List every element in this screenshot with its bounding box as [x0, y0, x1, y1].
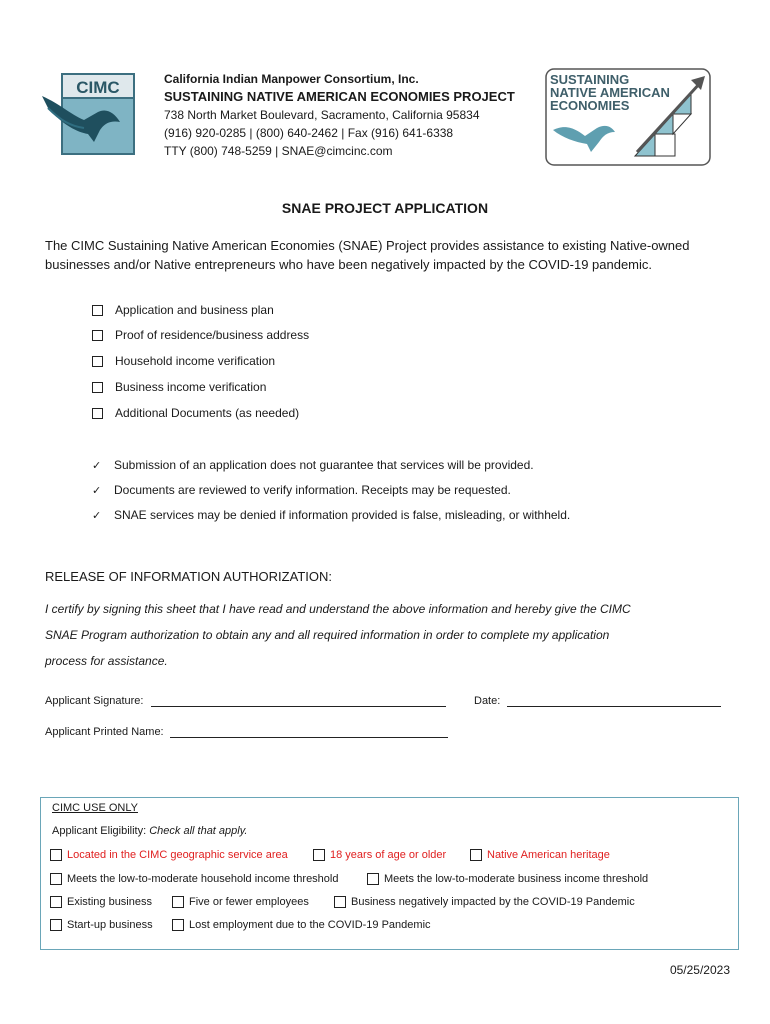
checkbox[interactable] [172, 896, 184, 908]
org-tty-email: TTY (800) 748-5259 | SNAE@cimcinc.com [164, 144, 393, 158]
printed-name-field[interactable] [170, 726, 448, 738]
signature-label: Applicant Signature: [45, 695, 144, 707]
check-mark-icon: ✓ [92, 484, 102, 497]
printed-name-row [45, 726, 448, 738]
org-phones: (916) 920-0285 | (800) 640-2462 | Fax (916) 641-6338 [164, 126, 454, 140]
checkbox[interactable] [92, 330, 103, 341]
snae-logo-line-1: SUSTAINING [550, 72, 630, 87]
snae-logo [545, 68, 711, 166]
checkbox[interactable] [172, 919, 184, 931]
list-item: Application and business plan [92, 303, 274, 317]
option-existing-business[interactable]: Existing business [50, 896, 152, 908]
eligibility-label: Applicant Eligibility: [52, 825, 147, 837]
list-item: Business income verification [92, 380, 266, 394]
note-item: ✓ SNAE services may be denied if information provided is false, misleading, or withheld. [92, 508, 571, 522]
signature-row [45, 695, 446, 707]
project-name: SUSTAINING NATIVE AMERICAN ECONOMIES PROJECT [164, 89, 515, 104]
checkbox[interactable] [470, 849, 482, 861]
option-heritage[interactable]: Native American heritage [470, 849, 610, 861]
org-info [164, 70, 515, 160]
cimc-logo [40, 68, 138, 156]
checkbox[interactable] [50, 919, 62, 931]
option-business-income[interactable]: Meets the low-to-moderate business income threshold [367, 873, 648, 885]
intro-paragraph: The CIMC Sustaining Native American Economies (SNAE) Project provides assistance to existing Native-owned businesses and/or Native entrepreneurs who have been negatively impacted by the COVID-19 pandemic. [45, 238, 690, 272]
list-item: Additional Documents (as needed) [92, 406, 299, 420]
printed-name-label: Applicant Printed Name: [45, 726, 164, 738]
option-few-employees[interactable]: Five or fewer employees [172, 896, 309, 908]
check-mark-icon: ✓ [92, 509, 102, 522]
option-lost-employment[interactable]: Lost employment due to the COVID-19 Pandemic [172, 919, 431, 931]
check-mark-icon: ✓ [92, 459, 102, 472]
checkbox[interactable] [50, 849, 62, 861]
option-age[interactable]: 18 years of age or older [313, 849, 446, 861]
certification-text: I certify by signing this sheet that I have read and understand the above information and hereby give the CIMC SNAE Program authorization to obtain any and all required information in order to complete my application process for assistance. [45, 602, 631, 668]
note-item: ✓ Documents are reviewed to verify information. Receipts may be requested. [92, 483, 511, 497]
cimc-use-heading: CIMC USE ONLY [52, 802, 138, 814]
cimc-logo-text: CIMC [76, 78, 120, 97]
checkbox[interactable] [92, 356, 103, 367]
checkbox[interactable] [334, 896, 346, 908]
page-title: SNAE PROJECT APPLICATION [281, 200, 489, 216]
option-covid-impact[interactable]: Business negatively impacted by the COVID-19 Pandemic [334, 896, 635, 908]
option-service-area[interactable]: Located in the CIMC geographic service area [50, 849, 288, 861]
checkbox[interactable] [313, 849, 325, 861]
eligibility-hint: Check all that apply. [149, 825, 248, 837]
list-item: Household income verification [92, 354, 275, 368]
eligibility-line [52, 825, 247, 837]
checkbox[interactable] [92, 305, 103, 316]
option-household-income[interactable]: Meets the low-to-moderate household income threshold [50, 873, 338, 885]
date-field[interactable] [507, 695, 721, 707]
checkbox[interactable] [50, 896, 62, 908]
release-heading: RELEASE OF INFORMATION AUTHORIZATION: [45, 569, 332, 584]
checkbox[interactable] [367, 873, 379, 885]
org-name: California Indian Manpower Consortium, Inc. [164, 72, 419, 86]
footer-date: 05/25/2023 [669, 963, 730, 977]
list-item: Proof of residence/business address [92, 328, 309, 342]
checkbox[interactable] [92, 382, 103, 393]
date-row [474, 695, 721, 707]
date-label: Date: [474, 695, 501, 707]
snae-logo-line-3: ECONOMIES [550, 98, 630, 113]
note-item: ✓ Submission of an application does not guarantee that services will be provided. [92, 458, 534, 472]
checkbox[interactable] [92, 408, 103, 419]
checkbox[interactable] [50, 873, 62, 885]
snae-logo-line-2: NATIVE AMERICAN [550, 85, 670, 100]
signature-field[interactable] [151, 695, 446, 707]
option-startup[interactable]: Start-up business [50, 919, 153, 931]
org-address: 738 North Market Boulevard, Sacramento, California 95834 [164, 108, 480, 122]
